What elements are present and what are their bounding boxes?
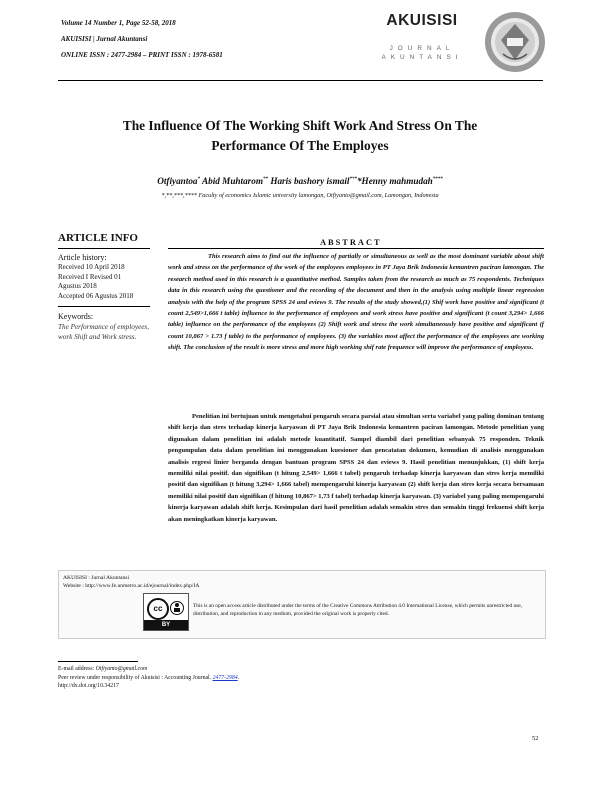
email-footnote: [58, 665, 538, 674]
author-2-mark: **: [263, 176, 269, 182]
keywords-rule: [58, 306, 150, 307]
review-footnote: Peer review under responsibility of Akuisisi : Accounting Journal. 2477-2984.: [58, 674, 240, 681]
journal-header: [61, 18, 321, 60]
revised-date: Received I Revised 01: [58, 272, 122, 281]
abstract-english: [168, 251, 544, 354]
abstract-english-text: This research aims to find out the influence of partially or simultaneous as well as the most dominant variable about shift work and stress on the performance of the work of the employees employees in PT Jaya Brik Indonesia kemantren paciran lamongan. The research method used in this research is a quantitative method. Samples taken from the research as much as 75 respondents. Techniques data in this research using the questioner and the recording of the document and then in the analysis using multiple linear regression analysis with the help of the program SPSS 24 and eviews 9. The results of the study showed,(1) Shif work have positive and significant (t count 2,549>1,666 t table) influence to the performance of employees and work stress have positive and significant (t count 3,294> 1,666 table) influence on the performance of the employees (2) Shift work and stress the work simultaneously have positive and significant (f count 10,867 > 1.73 f table) to the performance of employees. (3) the variables most affect the performance of the employees are working shift. The conclusion of the result is more stress and more high working shif rate frequence will improve the performance of employess.: [168, 253, 544, 352]
issn-link[interactable]: 2477-2984: [212, 674, 238, 681]
box-journal-name: AKUISISI : Jurnal Akuntansi: [63, 575, 130, 581]
logo-wordmark: AKUISISI: [386, 12, 458, 29]
article-info-heading: ARTICLE INFO: [58, 232, 138, 244]
header-rule: [58, 80, 543, 81]
author-2: Abid Muhtarom: [200, 176, 264, 186]
history-label: Article history:: [58, 253, 107, 262]
title-line-1: The Influence Of The Working Shift Work And Stress On The: [122, 118, 478, 133]
author-3-mark: ***: [349, 176, 357, 182]
revised-date-2: Agustus 2018: [58, 282, 97, 291]
cc-by-license-icon: [143, 593, 189, 631]
box-website: Website : http://www.fe.unmetro.ac.id/ejournal/index.php/IA: [63, 583, 200, 589]
review-text: Peer review under responsibility of Akuisisi : Accounting Journal.: [58, 674, 213, 681]
keywords-label: Keywords:: [58, 312, 94, 322]
logo-line-journal: JOURNAL: [389, 45, 455, 52]
keywords-text: The Performance of employees, work Shift and Work stress.: [58, 323, 150, 342]
author-4-mark: ****: [432, 176, 443, 182]
article-info-rule: [58, 248, 150, 249]
affiliation: *,**,***,**** Faculty of economics Islamic university lamongan, Otfiyanto@gmail.com, Lamongan, Indonesia: [161, 192, 439, 199]
title-line-2: Performance Of The Employes: [211, 138, 389, 153]
received-date: Received 10 April 2018: [58, 263, 125, 271]
doi-footnote[interactable]: http://dx.doi.org/10.34217: [58, 683, 119, 690]
person-icon: [170, 601, 184, 615]
license-text: This is an open access article distributed under the terms of the Creative Commons Attribution 4.0 International License, which permits unrestricted use, distribution, and reproduction in any medium, provided the original work is properly cited.: [193, 603, 523, 617]
author-4: *Henny mahmudah: [356, 176, 433, 186]
author-1: Otfiyantoa: [157, 176, 198, 186]
logo-line-akuntansi: AKUNTANSI: [381, 54, 463, 61]
university-seal-icon: [483, 10, 547, 74]
article-info: [58, 232, 150, 342]
volume-line: Volume 14 Number 1, Page 52-58, 2018: [61, 19, 176, 27]
abstract-rule: [168, 248, 544, 249]
author-1-mark: *: [197, 176, 201, 182]
issn-line: ONLINE ISSN : 2477-2984 – PRINT ISSN : 1978-6581: [61, 51, 223, 59]
abstract-indonesian-text: Penelitian ini bertujuan untuk mengetahui pengaruh secara parsial atau simultan serta variabel yang paling dominan tentang shift kerja dan stres terhadap kinerja karyawan di PT Jaya Brik Indonesia kemantren paciran lamongan. Metode penelitian yang digunakan dalam penelitian ini adalah metode kuantitatif. Sampel diambil dari penelitian sebanyak 75 responden. Teknik pengumpulan data dalam penelitian ini menggunakan kuesioner dan pencatatan dokumen, kemudian di analisis menggunakan analisis regresi linier berganda dengan bantuan program SPSS 24 dan eviews 9. Hasil penelitian menunjukkan, (1) shift kerja memiliki nilai positif. dan signifikan (t hitung 2,549> 1,666 t tabel) pengaruh terhadap kinerja karyawan dan stres kerja memiliki positif dan signifikan (t hitung 3,294> 1,666 tabel) mempengaruhi kinerja karyawan (2) shift kerja dan stres kerja secara bersamaan memiliki nilai positif dan signifikan (f hitung 10,867> 1,73 f tabel) terhadap kinerja karyawan. (3) variabel yang paling mempengaruhi kinerja karyawan adalah shift kerja. Kesimpulan dari hasil penelitian adalah semakin stres dan semakin tinggi frekuensi shift kerja akan meningkatkan kinerja karyawan.: [168, 413, 544, 523]
author-list: [60, 176, 540, 186]
article-title: [60, 116, 540, 156]
accepted-date: Accepted 06 Agustus 2018: [58, 291, 134, 300]
footnote-rule: [58, 661, 138, 662]
cc-icon: cc: [147, 598, 169, 620]
email-label: E-mail address:: [58, 666, 96, 672]
journal-logo: [362, 12, 482, 62]
author-3: Haris bashory ismail: [268, 176, 350, 186]
journal-line: AKUISISI | Jurnal Akuntansi: [61, 35, 148, 43]
email-address[interactable]: Otfiyanto@gmail.com: [95, 666, 148, 672]
abstract-indonesian: [168, 411, 544, 525]
page-number: 52: [532, 735, 539, 742]
journal-info-box: [58, 570, 546, 639]
by-label: BY: [144, 620, 188, 630]
abstract-heading: ABSTRACT: [320, 238, 382, 247]
footnotes: [58, 665, 538, 691]
